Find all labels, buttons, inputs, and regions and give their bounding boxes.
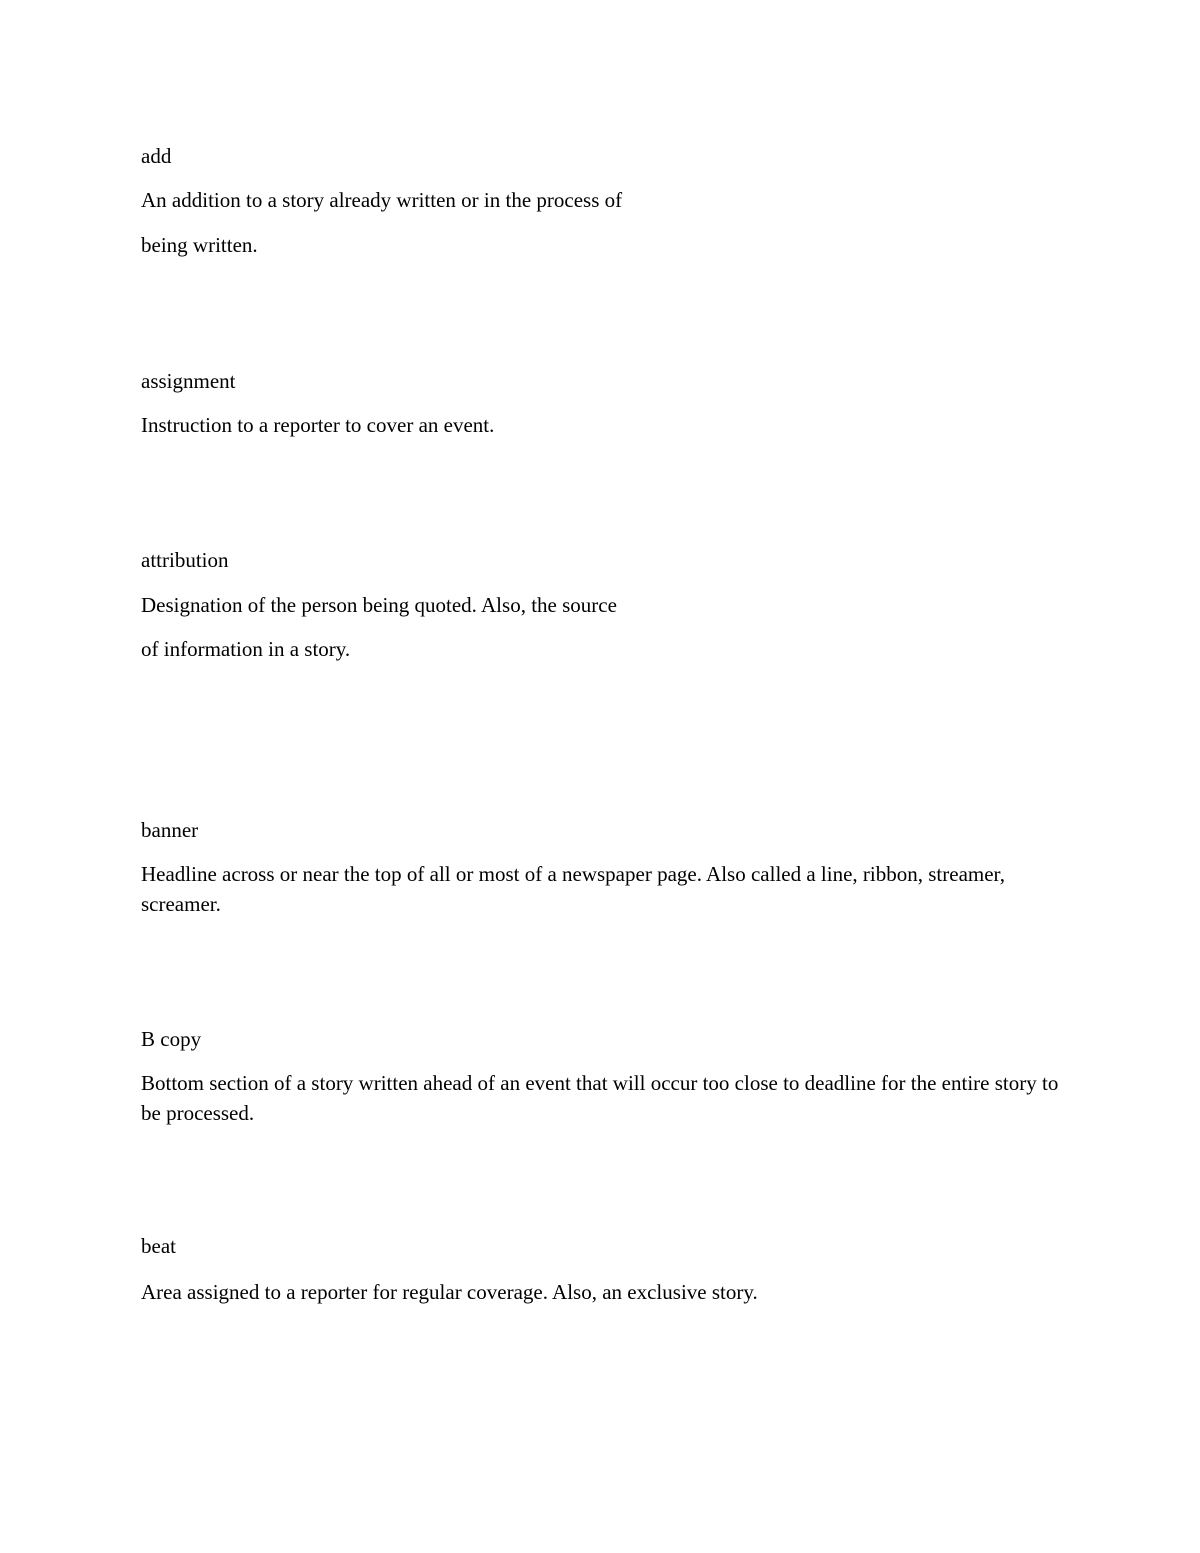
definition-banner: Headline across or near the top of all or most of a newspaper page. Also called a line, ribbon, streamer, screamer. [141,862,1005,916]
definition-assignment: Instruction to a reporter to cover an event. [141,413,495,437]
term-assignment: assignment [141,369,236,393]
term-b-copy: B copy [141,1027,202,1051]
definition-add-line-1: An addition to a story already written or in the process of [141,188,623,212]
definition-add-line-2: being written. [141,233,258,257]
term-beat: beat [141,1234,176,1258]
definition-attribution-line-2: of information in a story. [141,637,351,661]
definition-b-copy: Bottom section of a story written ahead of an event that will occur too close to deadline for the entire story to be processed. [141,1071,1059,1125]
definition-beat: Area assigned to a reporter for regular coverage. Also, an exclusive story. [141,1280,758,1304]
term-banner: banner [141,818,199,842]
term-add: add [141,144,172,168]
definition-attribution-line-1: Designation of the person being quoted. Also, the source [141,593,617,617]
term-attribution: attribution [141,548,229,572]
